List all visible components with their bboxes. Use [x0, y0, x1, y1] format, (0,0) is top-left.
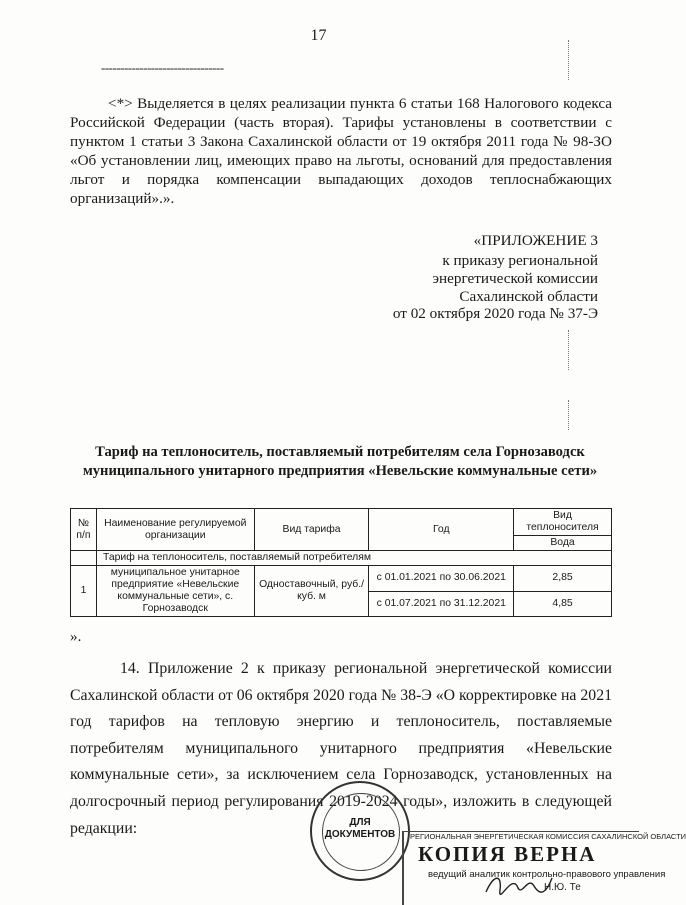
copy-org: РЕГИОНАЛЬНАЯ ЭНЕРГЕТИЧЕСКАЯ КОМИССИЯ САХАЛИНСКОЙ ОБЛАСТИ — [410, 832, 686, 841]
copy-certification-stamp — [402, 831, 686, 905]
header-carrier: Вид теплоносителя — [514, 509, 612, 536]
copy-signer: Н.Ю. Те — [544, 882, 581, 893]
table-title-line: Тариф на теплоноситель, поставляемый потребителям села Горнозаводск — [95, 444, 585, 460]
closing-quote: ». — [70, 628, 82, 645]
annex-line: к приказу региональной — [442, 252, 598, 269]
table-title-line: муниципального унитарного предприятия «Невельские коммунальные сети» — [82, 463, 598, 479]
annex-line: энергетической комиссии — [432, 270, 598, 287]
table-section-row — [71, 551, 612, 566]
annex-line: от 02 октября 2020 года № 37-Э — [392, 305, 598, 322]
tariff-table — [70, 508, 612, 617]
row-num: 1 — [71, 566, 97, 617]
row-type: Одноставочный, руб./куб. м — [254, 566, 369, 617]
footnote — [70, 94, 612, 208]
margin-mark — [568, 40, 571, 80]
copy-title: КОПИЯ ВЕРНА — [418, 842, 597, 866]
row-value: 4,85 — [514, 591, 612, 617]
page-number: 17 — [310, 27, 327, 44]
row-org: муниципальное унитарное предприятие «Невельские коммунальные сети», с. Горнозаводск — [96, 566, 254, 617]
footnote-text: <*> Выделяется в целях реализации пункта 6 статьи 168 Налогового кодекса Российской Федерации (часть вторая). Тарифы установлены в соответствии с пунктом 1 статьи 3 Закона Сахалинской области от 19 октября 2011 года № 98-ЗО «Об установлении лиц, имеющих право на льготы, оснований для предоставления льгот и порядка компенсации выпадающих доходов теплоснабжающих организаций».». — [70, 95, 612, 207]
section-num-cell — [71, 551, 97, 566]
header-type: Вид тарифа — [254, 509, 369, 551]
row-period: с 01.01.2021 по 30.06.2021 — [369, 566, 514, 592]
header-org: Наименование регулируемой организации — [96, 509, 254, 551]
footnote-separator: -------------------------------- — [101, 60, 224, 75]
round-stamp — [310, 781, 410, 881]
section-label: Тариф на теплоноситель, поставляемый потребителям — [96, 551, 611, 566]
annex-line: Сахалинской области — [459, 288, 598, 305]
header-num: № п/п — [71, 509, 97, 551]
row-value: 2,85 — [514, 566, 612, 592]
stamp-text: ДОКУМЕНТОВ — [324, 829, 396, 840]
header-water: Вода — [514, 536, 612, 551]
annex-title: «ПРИЛОЖЕНИЕ 3 — [473, 232, 598, 249]
margin-mark — [568, 400, 571, 430]
row-period: с 01.07.2021 по 31.12.2021 — [369, 591, 514, 617]
table-header-row — [71, 509, 612, 536]
margin-mark — [568, 330, 571, 370]
copy-role: ведущий аналитик контрольно-правового управления — [428, 869, 666, 880]
table-title — [60, 443, 620, 481]
stamp-text: ДЛЯ — [349, 817, 371, 828]
header-year: Год — [369, 509, 514, 551]
paragraph-14: 14. Приложение 2 к приказу региональной энергетической комиссии Сахалинской области от 06 октября 2020 года № 38-Э «О корректировке на 2021 год тарифов на тепловую энергию и теплоноситель, поставляемые потребителям муниципального унитарного предприятия «Невельские коммунальные сети», за исключением села Горнозаводск, установленных на долгосрочный период регулирования 2019-2024 годы», изложить в следующей редакции: — [70, 660, 612, 837]
table-row — [71, 566, 612, 592]
